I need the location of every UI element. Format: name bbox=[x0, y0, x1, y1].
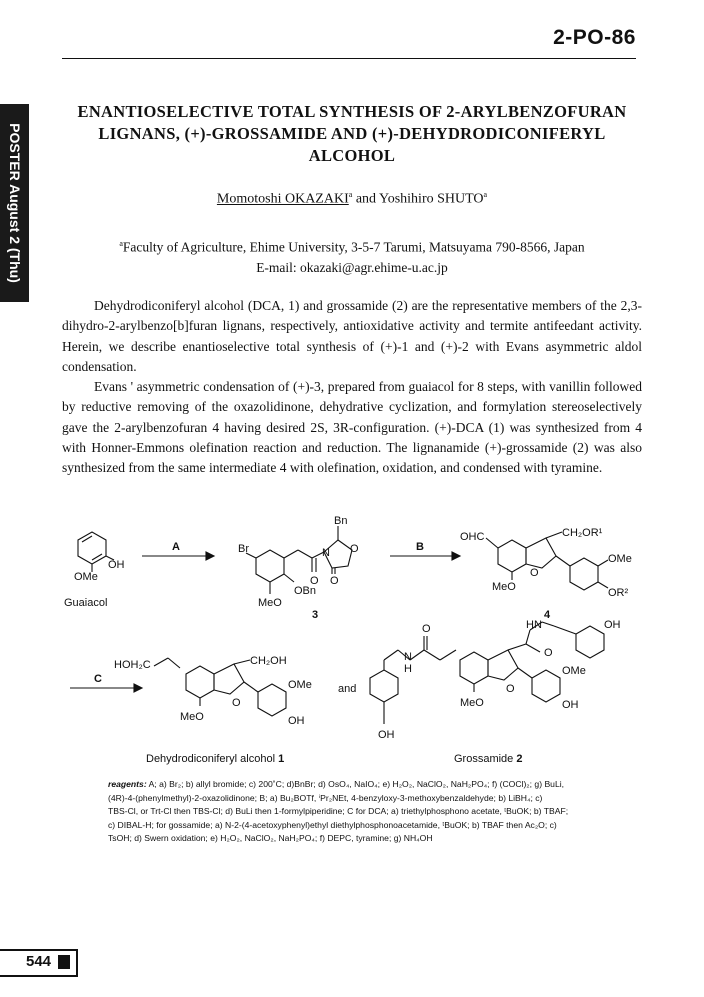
abstract-body bbox=[62, 296, 642, 479]
compound-3-ring bbox=[256, 550, 284, 582]
dca-ome: OMe bbox=[288, 679, 312, 691]
compound-3-obn: OBn bbox=[294, 585, 317, 597]
side-tab-label: POSTER August 2 (Thu) bbox=[6, 123, 23, 283]
title-line-3: ALCOHOL bbox=[308, 146, 396, 165]
compound-3-o-carbonyl: O bbox=[310, 575, 319, 587]
dca-aryl bbox=[258, 684, 286, 716]
grossamide-oh-aryl: OH bbox=[562, 699, 579, 711]
guaiacol-oh: OH bbox=[108, 559, 125, 571]
grossamide-ring bbox=[460, 652, 488, 684]
compound-4-ch2or1: CH₂OR¹ bbox=[562, 527, 603, 539]
page-marker-square bbox=[58, 955, 70, 969]
compound-4-ome: OMe bbox=[608, 553, 632, 565]
grossamide-o-amide1: O bbox=[422, 623, 431, 635]
affil-email: E-mail: okazaki@agr.ehime-u.ac.jp bbox=[256, 259, 448, 275]
author-1: Momotoshi OKAZAKI bbox=[216, 191, 349, 207]
grossamide-n: N bbox=[404, 651, 412, 663]
dca-label bbox=[146, 753, 284, 765]
dca-meo: MeO bbox=[180, 711, 204, 723]
compound-3-br: Br bbox=[238, 543, 249, 555]
paragraph-2: Evans ' asymmetric condensation of (+)-3, prepared from guaiacol for 8 steps, with vanillin followed by reductive removing of the oxazolidinone, dehydrative cyclization, and formylation stereoselectively gave the 2-arylbenzofuran 4 having desired 2S, 3R-configuration. (+)-DCA (1) was synthesized from 4 with Honner-Emmons olefination reaction and reduction. The lignanamide (+)-grossamide (2) was also synthesized from the same intermediate 4 with olefination, oxidation, and condensed with tyramine. bbox=[62, 379, 642, 476]
grossamide-hn: HN bbox=[526, 619, 542, 631]
reagents-line-4: c) DIBAL-H; for gossamide; a) N-2-(4-acetoxyphenyl)ethyl diethylphosphonoacetamide, ᵗBuOK; b) TBAF then Ac₂O; c) bbox=[108, 819, 557, 830]
header-rule bbox=[62, 58, 636, 59]
grossamide-label bbox=[454, 753, 522, 765]
compound-4-number: 4 bbox=[544, 609, 551, 621]
grossamide-aryl bbox=[532, 670, 560, 702]
compound-3-o-ox: O bbox=[330, 575, 339, 587]
grossamide-meo: MeO bbox=[460, 697, 484, 709]
dca-hoh2c: HOH₂C bbox=[114, 659, 151, 671]
authors bbox=[62, 190, 642, 208]
title-line-2: LIGNANS, (+)-GROSSAMIDE AND (+)-DEHYDRODICONIFERYL bbox=[98, 124, 606, 143]
reagents-line-3: TBS-Cl, or Trt-Cl then TBS-Cl; d) BuLi then 1-formylpiperidine; C for DCA; a) triethylphosphono acetate, ᵗBuOK; b) TBAF; bbox=[108, 806, 569, 816]
reagents-line-1: A; a) Br₂; b) allyl bromide; c) 200˚C; d)BnBr; d) OsO₄, NaIO₄; e) H₂O₂, NaClO₂, NaH₂PO₄; f) (COCl)₂; g) BuLi, bbox=[146, 779, 565, 789]
poster-code: 2-PO-86 bbox=[553, 26, 636, 49]
grossamide-number: 2 bbox=[516, 753, 523, 765]
compound-3-o-ring: O bbox=[350, 543, 359, 555]
arrow-c-label: C bbox=[94, 673, 102, 685]
and-label: and bbox=[338, 683, 357, 695]
dca-number: 1 bbox=[278, 753, 285, 765]
guaiacol-label: Guaiacol bbox=[64, 597, 108, 609]
dca-label-text: Dehydrodiconiferyl alcohol bbox=[146, 753, 276, 765]
tyramine-ring bbox=[370, 670, 398, 702]
author-1-affil: a bbox=[348, 190, 353, 199]
compound-3-number: 3 bbox=[312, 609, 319, 621]
compound-4-meo: MeO bbox=[492, 581, 516, 593]
compound-3-bn: Bn bbox=[334, 515, 348, 527]
compound-3-meo: MeO bbox=[258, 597, 282, 609]
guaiacol-ring bbox=[78, 532, 106, 564]
grossamide-h: H bbox=[404, 663, 412, 675]
affil-address: Faculty of Agriculture, Ehime University, 3-5-7 Tarumi, Matsuyama 790-8566, Japan bbox=[122, 239, 585, 255]
grossamide-o-furan: O bbox=[506, 683, 515, 695]
arrow-b-label: B bbox=[416, 541, 424, 553]
reagents-line-2: (4R)-4-(phenylmethyl)-2-oxazolidinone; B; a) Bu₂BOTf, ⁱPr₂NEt, 4-benzyloxy-3-methoxybenzaldehyde; b) LiBH₄; c) bbox=[108, 792, 543, 803]
grossamide-tyramine-ring bbox=[576, 626, 604, 658]
compound-4-ohc: OHC bbox=[460, 531, 485, 543]
tyramine-oh: OH bbox=[378, 729, 395, 741]
dca-o: O bbox=[232, 697, 241, 709]
compound-4-o: O bbox=[530, 567, 539, 579]
grossamide-oh-tyramine: OH bbox=[604, 619, 621, 631]
compound-3-n: N bbox=[322, 547, 330, 559]
paper-title bbox=[62, 101, 642, 167]
compound-4-ring bbox=[498, 540, 526, 572]
reagents-label: reagents: bbox=[108, 779, 147, 789]
dca-ring bbox=[186, 666, 214, 698]
arrow-a-label: A bbox=[172, 541, 180, 553]
paragraph-1: Dehydrodiconiferyl alcohol (DCA, 1) and grossamide (2) are the representative members of the 2,3-dihydro-2-arylbenzo[b]furan lignans, respectively, antioxidative activity and termite antifeedant activity. Herein, we describe enantioselective total synthesis of (+)-1 and (+)-2 with Evans asymmetric aldol condensation. bbox=[62, 298, 642, 374]
reagents-footnote bbox=[108, 778, 626, 846]
grossamide-label-text: Grossamide bbox=[454, 753, 514, 765]
page-number: 544 bbox=[26, 953, 52, 970]
affiliation bbox=[62, 234, 642, 278]
author-2-affil: a bbox=[483, 190, 488, 199]
grossamide-ome: OMe bbox=[562, 665, 586, 677]
affil-marker: a bbox=[119, 239, 123, 248]
author-2: and Yoshihiro SHUTO bbox=[352, 191, 484, 207]
grossamide-o-amide2: O bbox=[544, 647, 553, 659]
compound-4-or2: OR² bbox=[608, 587, 629, 599]
title-line-1: ENANTIOSELECTIVE TOTAL SYNTHESIS OF 2-ARYLBENZOFURAN bbox=[77, 102, 627, 121]
compound-4-aryl bbox=[570, 558, 598, 590]
reagents-line-5: TsOH; d) Swern oxidation; e) H₂O₂, NaClO₂, NaH₂PO₄; f) DEPC, tyramine; g) NH₄OH bbox=[108, 833, 433, 843]
dca-oh: OH bbox=[288, 715, 305, 727]
guaiacol-ome: OMe bbox=[74, 571, 98, 583]
synthesis-scheme bbox=[56, 510, 656, 772]
dca-ch2oh: CH₂OH bbox=[250, 655, 287, 667]
